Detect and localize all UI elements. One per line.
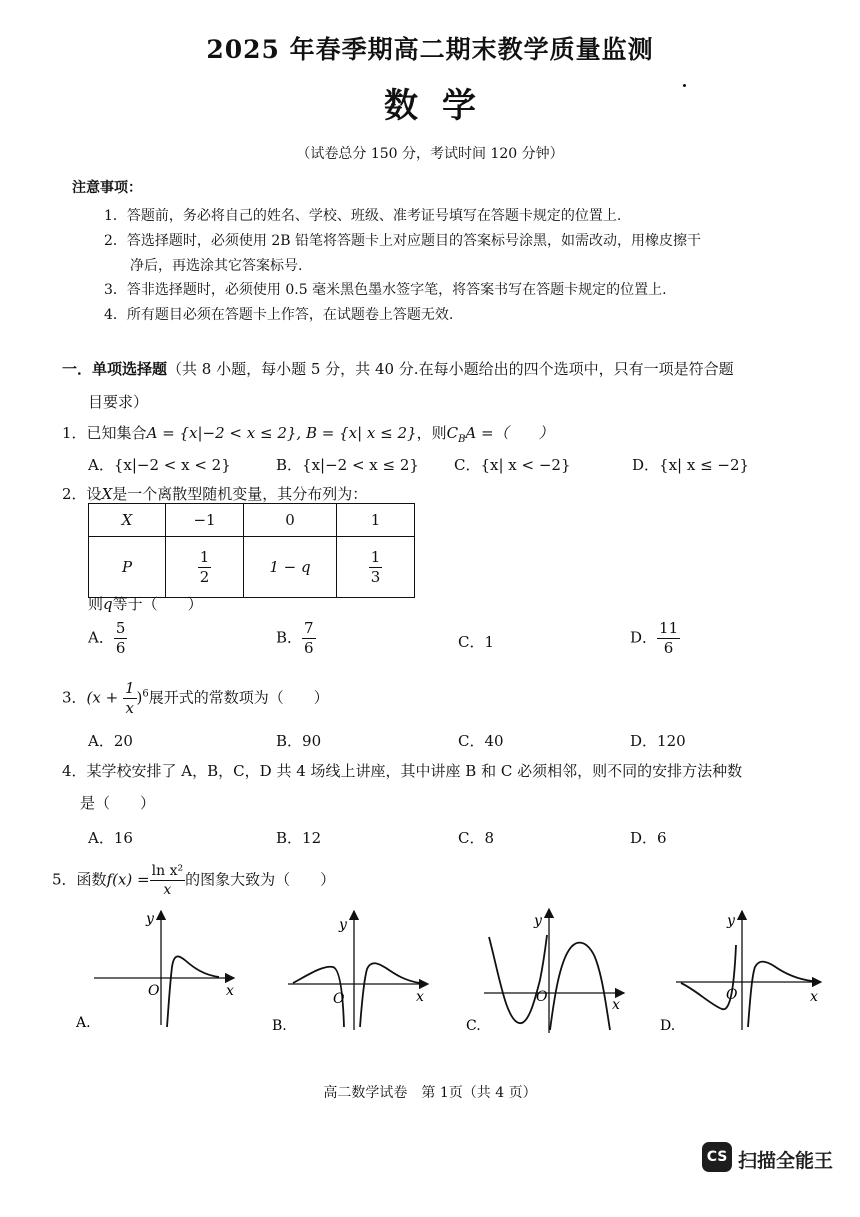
function-name: f(x) =	[106, 870, 150, 889]
option-a: A．20	[88, 732, 133, 750]
subject-title: 数学	[384, 86, 500, 126]
table-cell: 1 − q	[244, 537, 337, 598]
option-d: D． $\frac{11}{6}$	[630, 619, 679, 657]
question-5-stem	[52, 864, 335, 897]
fraction: $\frac{\text{ln x²}}{x}$	[151, 863, 184, 898]
x-label: x	[226, 983, 234, 999]
question-number: 1．	[62, 424, 87, 442]
graph-label: C.	[466, 1018, 481, 1034]
curve-right	[550, 943, 610, 1030]
option-c: C．40	[458, 732, 504, 750]
section-desc: （共 8 小题，每小题 5 分，共 40 分.在每小题给出的四个选项中，只有一项是符合题	[167, 360, 734, 378]
option-c: C．1	[458, 633, 495, 651]
question-text: 设	[86, 485, 102, 503]
exponent: 6	[142, 688, 149, 700]
table-cell: −1	[166, 504, 244, 537]
curve-left	[489, 935, 547, 1023]
option-a: A．{x|−2 < x < 2}	[88, 456, 231, 474]
ink-speck	[683, 84, 686, 87]
fraction: $\frac{1}{x}$	[124, 679, 135, 717]
graph-option-d	[656, 905, 831, 1035]
table-header-cell: P	[89, 537, 166, 598]
section-desc-continued: 目要求）	[88, 393, 149, 411]
question-4-stem: 4．某学校安排了 A，B，C，D 共 4 场线上讲座，其中讲座 B 和 C 必须相邻，则不同的安排方法种数	[62, 762, 743, 780]
question-text: ，则	[416, 424, 447, 442]
question-number: 5．	[52, 870, 77, 889]
x-label: x	[612, 997, 620, 1013]
graph-option-b	[268, 905, 438, 1035]
question-1-stem	[62, 422, 554, 445]
question-text: 的图象大致为（ ）	[185, 870, 336, 889]
section-heading	[62, 358, 734, 379]
question-number: 3．	[62, 688, 87, 707]
exam-title: 2025 年春季期高二期末教学质量监测	[206, 35, 654, 64]
y-label: y	[534, 913, 542, 929]
option-c: C．{x| x < −2}	[454, 456, 571, 474]
option-c: C．8	[458, 829, 495, 847]
graph-option-a	[74, 905, 244, 1035]
question-text: 是一个离散型随机变量，其分布列为：	[112, 485, 368, 503]
exam-meta: （试卷总分 150 分，考试时间 120 分钟）	[296, 146, 564, 162]
question-number: 2．	[62, 485, 87, 503]
graph-label: B.	[272, 1018, 287, 1034]
x-label: x	[810, 989, 818, 1005]
question-text: 已知集合	[86, 424, 147, 442]
graph-label: D.	[660, 1018, 676, 1034]
question-2-stem	[62, 483, 367, 504]
option-b: B．12	[276, 829, 322, 847]
option-b: B．{x|−2 < x ≤ 2}	[276, 456, 419, 474]
page-footer: 高二数学试卷 第 1页（共 4 页）	[323, 1085, 537, 1101]
option-d: D．6	[630, 829, 667, 847]
x-label: x	[416, 989, 424, 1005]
option-b: B．90	[276, 732, 322, 750]
fraction: $\frac{1}{2}$	[199, 547, 210, 586]
origin-label: O	[536, 989, 548, 1005]
curve-right	[748, 962, 812, 1027]
table-header-cell: X	[89, 504, 166, 537]
table-cell	[166, 537, 244, 598]
option-a: A．16	[88, 829, 133, 847]
curve-right	[360, 963, 420, 1027]
question-4-stem-continued: 是（ ）	[80, 794, 156, 812]
variable: q	[103, 595, 113, 613]
note-item: 4．所有题目必须在答题卡上作答，在试题卷上答题无效.	[104, 307, 454, 323]
y-label: y	[339, 917, 347, 933]
option-d: D．120	[630, 732, 686, 750]
note-item: 2．答选择题时，必须使用 2B 铅笔将答题卡上对应题目的答案标号涂黑，如需改动，用橡皮擦干	[104, 233, 702, 249]
question-text: 函数	[76, 870, 107, 889]
question-3-stem: 3．(x + $\frac{1}{x}$ )$^6$展开式的常数项为（ ）	[62, 679, 329, 717]
curve	[167, 956, 219, 1027]
option-b: B． $\frac{7}{6}$	[276, 619, 314, 657]
graph-label: A.	[76, 1015, 91, 1031]
scanner-app-name: 扫描全能王	[738, 1150, 834, 1172]
notes-heading: 注意事项：	[72, 180, 142, 196]
note-item-continued: 净后，再选涂其它答案标号.	[130, 258, 303, 274]
complement-symbol: C	[446, 424, 459, 442]
note-item: 1．答题前，务必将自己的姓名、学校、班级、准考证号填写在答题卡规定的位置上.	[104, 208, 622, 224]
variable: X	[101, 485, 113, 503]
graph-option-c	[464, 905, 634, 1035]
y-label: y	[727, 913, 735, 929]
complement-subscript: B	[458, 434, 466, 445]
fraction: $\frac{1}{3}$	[370, 547, 381, 586]
set-definition: A = {x|−2 < x ≤ 2}, B = {x| x ≤ 2}	[146, 424, 417, 442]
y-label: y	[146, 911, 154, 927]
origin-label: O	[726, 987, 738, 1003]
table-cell	[337, 537, 415, 598]
question-2-tail: 则q等于（ ）	[88, 595, 203, 613]
binomial-expression: (x +	[86, 688, 123, 707]
scanner-logo-icon: CS	[702, 1142, 732, 1172]
origin-label: O	[148, 983, 160, 999]
table-cell: 0	[244, 504, 337, 537]
option-a: A． $\frac{5}{6}$	[88, 619, 126, 657]
note-item: 3．答非选择题时，必须使用 0.5 毫米黑色墨水签字笔，将答案书写在答题卡规定的位置上.	[104, 282, 667, 298]
option-d: D．{x| x ≤ −2}	[632, 456, 750, 474]
origin-label: O	[333, 991, 345, 1007]
question-text: 展开式的常数项为（ ）	[148, 688, 329, 707]
complement-tail: A =（ ）	[465, 424, 554, 442]
table-cell: 1	[337, 504, 415, 537]
distribution-table	[88, 503, 415, 598]
section-title: 一．单项选择题	[62, 360, 168, 378]
